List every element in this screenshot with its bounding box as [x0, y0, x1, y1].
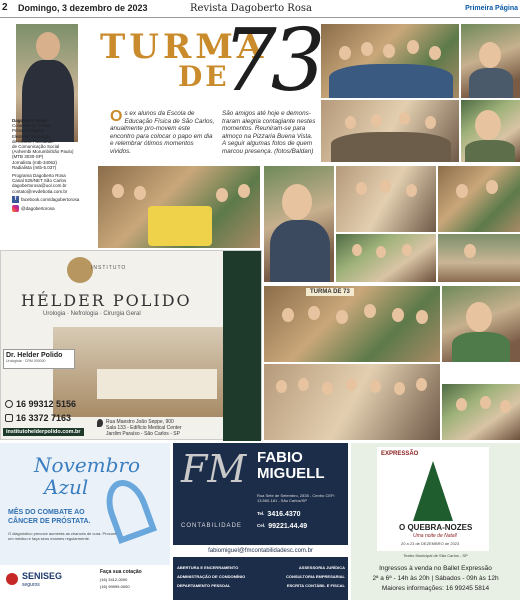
clinic-photo [53, 327, 223, 417]
ad-brand-name: HÉLDER POLIDO [21, 291, 192, 310]
ballet-line-2: 2ª a 6ª - 14h às 20h | Sábados - 09h às 12h [372, 575, 499, 582]
seniseg-contact-2[interactable]: (16) 99999-0000 [100, 584, 130, 589]
group-photo-2 [321, 100, 459, 162]
intro-dropcap: O [110, 108, 123, 125]
doctor-subtitle: Urologista · CRM 000000 [6, 359, 46, 363]
ballet-poster [377, 447, 489, 551]
credit-line: dagobertorosa@uol.com.br [12, 183, 67, 189]
seniseg-logo-icon [6, 573, 18, 585]
seniseg-footer [0, 565, 170, 600]
man-microphone-photo [264, 166, 334, 282]
christmas-tree-icon [413, 461, 453, 521]
intro-col-2: São amigos até hoje e demons-traram alegria contagiante nestes momentos. Reuniram-se para almoço na Pizzaria Buena Vista. A seguir algumas fotos de quem marcou presença. (fotos/Baldan) [222, 110, 316, 155]
seniseg-brand: SENISEG [22, 571, 63, 581]
seniseg-sub: seguros [22, 582, 40, 588]
page-number: 2 [2, 2, 8, 13]
instagram-icon [12, 205, 19, 212]
group-photo-7 [442, 384, 520, 440]
address-line-1: Rua Maestro João Seppe, 900 [106, 419, 174, 425]
facebook-icon: f [12, 196, 19, 203]
fabio-name-1: FABIO [257, 449, 303, 466]
large-group-photo [264, 364, 440, 440]
whatsapp-icon [5, 400, 13, 408]
fabio-name-2: MIGUELL [257, 465, 325, 482]
seniseg-contact-1[interactable]: (16) 3412-0000 [100, 577, 128, 582]
fabio-cel-label: Cel. [257, 523, 266, 528]
credit-line: Primeira Página [12, 128, 45, 134]
table-photo [98, 166, 260, 248]
ad-specialties: Urologia · Nefrologia · Cirurgia Geral [43, 311, 141, 317]
ad-fabio-miguell[interactable] [173, 443, 348, 600]
woman-microphone-photo [442, 286, 520, 362]
group-photo-4 [438, 166, 520, 232]
credit-line: (Anhembi Morumbi/São Paulo) [12, 149, 74, 155]
fabio-services [177, 563, 345, 590]
ad-brand-small: INSTITUTO [91, 265, 127, 271]
credit-line: Jornalista (mtb-34062) [12, 159, 58, 165]
intro-text-1: s ex alunos da Escola de Educação Física de São Carlos, anualmente pro-movem este encontro para colocar o papo em dia e relembrar ótimos momentos vividos. [110, 110, 215, 155]
ballet-line-3[interactable]: Maiores informações: 16 99245 5814 [381, 585, 490, 592]
tree-logo-icon [67, 257, 93, 283]
ad-address [97, 419, 182, 437]
intro-col-1 [110, 110, 216, 156]
phone-2[interactable] [5, 413, 71, 423]
phone-1-text: 16 99312 5156 [16, 399, 77, 409]
fabio-cel-number: 99221.44.49 [268, 523, 308, 530]
service-item: CONSULTORIA EMPRESARIAL [285, 574, 345, 579]
credits-box [12, 118, 90, 212]
ballet-subtitle: Uma noite de Natal! [413, 533, 458, 539]
group-photo-1 [321, 24, 459, 98]
page-date: Domingo, 3 dezembro de 2023 [18, 3, 148, 13]
banner-group-photo [264, 286, 440, 362]
masthead: Revista Dagoberto Rosa [190, 3, 312, 14]
credit-line: Colunista do Jornal [12, 123, 51, 129]
fabio-tel-label: Tel. [257, 511, 265, 516]
credit-line: (MTB 3030-SP) [12, 154, 44, 160]
fabio-address: Rua Sete de Setembro, 2835 - Centro CEP.: 13.560-181 - São Carlos/SP [257, 493, 336, 503]
novembro-title-2: Azul [44, 475, 89, 499]
fabio-email[interactable]: fabiomiguel@fmcontabilidadesc.com.br [173, 545, 348, 557]
novembro-body: O diagnóstico precoce aumenta as chances de cura. Procure um médico e faça seus exames regularmente. [8, 531, 117, 541]
doctor-nameplate [3, 349, 75, 369]
credit-line: Programa Dagoberto Rosa [12, 173, 66, 179]
article-title-line2: DE [178, 60, 230, 93]
group-photo-6 [438, 234, 520, 282]
group-photo-5 [336, 234, 436, 282]
novembro-headline-1: MÊS DO COMBATE AO [8, 509, 85, 516]
credit-line: Canal 526/NET São Carlos [12, 178, 67, 184]
phone-1[interactable] [5, 399, 76, 409]
fabio-tel-number: 3416.4370 [267, 511, 301, 518]
ballet-venue: Teatro Municipal de São Carlos - SP [403, 553, 468, 558]
novembro-headline-2: CÂNCER DE PRÓSTATA. [8, 518, 91, 525]
article-title-line1: TURMA [100, 27, 268, 67]
credit-line: Radialista (mtb-5.037) [12, 164, 57, 170]
credit-line: Eleito na instituição [12, 133, 51, 139]
portrait-photo-2 [461, 100, 520, 162]
service-item: ADMINISTRAÇÃO DE CONDOMÍNIO [177, 574, 246, 579]
section-name: Primeira Página [465, 5, 518, 12]
seniseg-cta: Faça sua cotação [100, 569, 142, 575]
ad-website[interactable]: institutohelderpolido.com.br [3, 428, 84, 436]
fm-monogram: FM [181, 447, 247, 491]
address-line-3: Jardim Paraíso - São Carlos - SP [106, 431, 180, 437]
ballet-show-title: O QUEBRA-NOZES [399, 523, 473, 532]
phone-icon [5, 414, 13, 422]
ad-novembro-azul[interactable] [0, 443, 170, 600]
ad-accent-bar [223, 251, 261, 441]
fabio-label: CONTABILIDADE [181, 523, 242, 529]
instagram-handle: @dagobertorosa [21, 205, 55, 211]
credit-line: de ensino Faculdade [12, 138, 54, 144]
fabio-tel[interactable] [257, 511, 301, 518]
ballet-brand: EXPRESSÃO [381, 451, 419, 457]
ballet-dates: 20 a 23 de DEZEMBRO de 2023 [401, 541, 460, 546]
facebook-link[interactable] [12, 196, 90, 203]
phone-2-text: 16 3372 7163 [16, 413, 72, 423]
credit-line: de Comunicação Social [12, 144, 60, 150]
fabio-cel[interactable] [257, 523, 307, 530]
ballet-line-1: Ingressos à venda no Ballet Expressão [379, 565, 492, 572]
service-item: DEPARTAMENTO PESSOAL [177, 583, 231, 588]
group-photo-3 [336, 166, 436, 232]
credit-line: contato@revdebotia.com.br [12, 188, 68, 194]
article-title-number: 73 [222, 11, 320, 111]
service-item: ABERTURA E ENCERRAMENTO [177, 565, 239, 570]
doctor-name: Dr. Helder Polido [6, 352, 63, 359]
ad-helder-polido[interactable] [0, 250, 262, 440]
ad-ballet-expressao[interactable] [351, 443, 520, 600]
credits-name: Dagoberto Rosa [12, 118, 47, 123]
service-item: ESCRITA CONTÁBIL E FISCAL [286, 583, 345, 588]
facebook-handle: facebook.com/dagobertorosa [21, 196, 80, 202]
address-line-2: Sala 133 - Edifício Medical Center [106, 425, 182, 431]
service-item: ASSESSORIA JURÍDICA [298, 565, 345, 570]
location-pin-icon [97, 419, 103, 427]
portrait-photo-1 [461, 24, 520, 98]
instagram-link[interactable] [12, 205, 90, 212]
photo-banner-text: TURMA DE 73 [306, 288, 354, 296]
novembro-title-1: Novembro [34, 453, 141, 477]
